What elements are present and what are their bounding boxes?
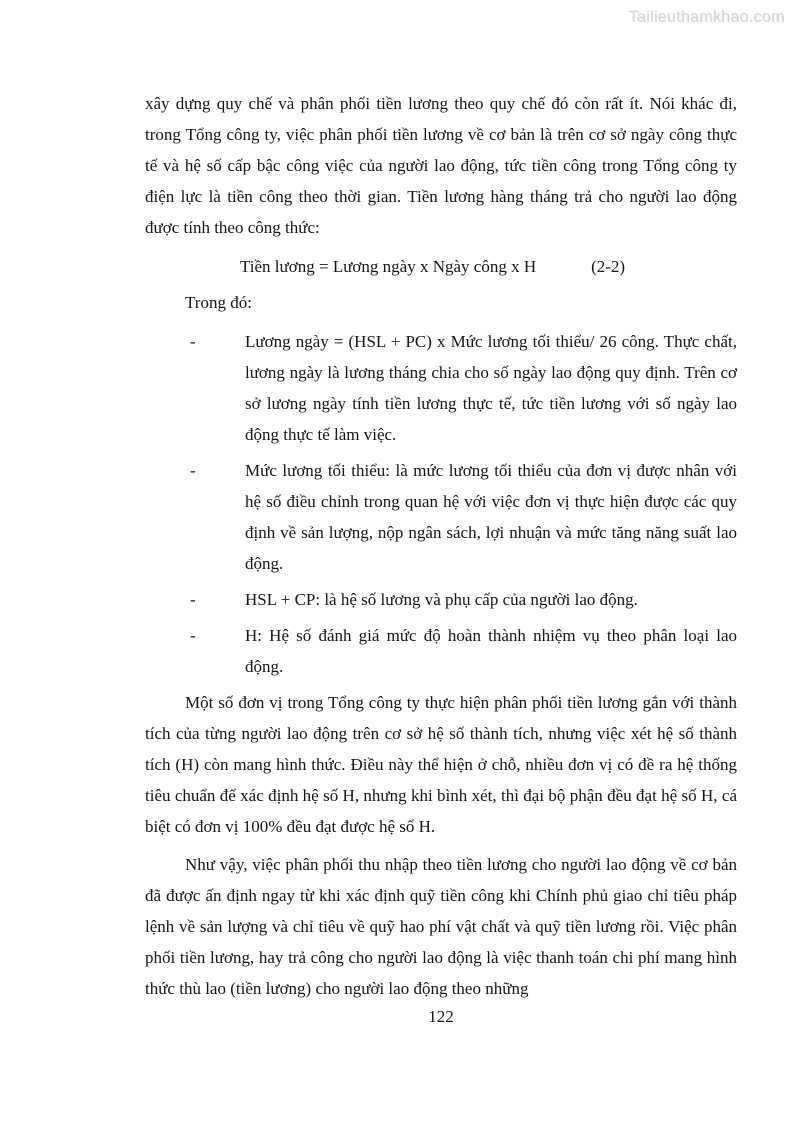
list-item <box>145 584 737 615</box>
paragraph-continuation: xây dựng quy chế và phân phối tiền lương theo quy chế đó còn rất ít. Nói khác đi, trong Tổng công ty, việc phân phối tiền lương về cơ bản là trên cơ sở ngày công thực tế và hệ số cấp bậc công việc của người lao động, tức tiền công trong Tổng công ty điện lực là tiền công theo thời gian. Tiền lương hàng tháng trả cho người lao động được tính theo công thức: <box>145 94 737 237</box>
page-content <box>145 88 737 1004</box>
definition-list <box>145 326 737 682</box>
paragraph: Như vậy, việc phân phối thu nhập theo tiền lương cho người lao động về cơ bản đã được ấn định ngay từ khi xác định quỹ tiền công khi Chính phủ giao chỉ tiêu pháp lệnh về sản lượng và chỉ tiêu về quỹ hao phí vật chất và quỹ tiền lương rồi. Việc phân phối tiền lương, hay trả công cho người lao động là việc thanh toán chi phí mang hình thức thù lao (tiền lương) cho người lao động theo những <box>145 855 737 998</box>
formula-text: Tiền lương = Lương ngày x Ngày công x H <box>240 257 537 276</box>
list-item-text: Mức lương tối thiểu: là mức lương tối thiểu của đơn vị được nhân với hệ số điều chỉnh trong quan hệ với việc đơn vị thực hiện được các quy định về sản lượng, nộp ngân sách, lợi nhuận và mức tăng năng suất lao động. <box>245 461 737 573</box>
equation-number: (2-2) <box>591 257 626 276</box>
dash-bullet: - <box>190 590 196 609</box>
list-item-text: H: Hệ số đánh giá mức độ hoàn thành nhiệm vụ theo phân loại lao động. <box>245 626 737 676</box>
list-intro: Trong đó: <box>185 293 252 312</box>
formula-row <box>145 251 737 282</box>
list-item <box>145 326 737 450</box>
list-item <box>145 455 737 579</box>
list-item <box>145 620 737 682</box>
dash-bullet: - <box>190 626 196 645</box>
paragraph: Một số đơn vị trong Tổng công ty thực hiện phân phối tiền lương gắn với thành tích của từng người lao động trên cơ sở hệ số thành tích, nhưng việc xét hệ số thành tích (H) còn mang hình thức. Điều này thể hiện ở chỗ, nhiều đơn vị có đề ra hệ thống tiêu chuẩn để xác định hệ số H, nhưng khi bình xét, thì đại bộ phận đều đạt hệ số H, cá biệt có đơn vị 100% đều đạt được hệ số H. <box>145 693 737 836</box>
list-item-text: Lương ngày = (HSL + PC) x Mức lương tối thiểu/ 26 công. Thực chất, lương ngày là lương tháng chia cho số ngày lao động quy định. Trên cơ sở lương ngày tính tiền lương thực tế, tức tiền lương với số ngày lao động thực tế làm việc. <box>245 332 737 444</box>
list-item-text: HSL + CP: là hệ số lương và phụ cấp của người lao động. <box>245 590 638 609</box>
watermark-text: Tailieuthamkhao.com <box>629 9 785 26</box>
dash-bullet: - <box>190 332 196 351</box>
page-number: 122 <box>428 1007 454 1026</box>
dash-bullet: - <box>190 461 196 480</box>
